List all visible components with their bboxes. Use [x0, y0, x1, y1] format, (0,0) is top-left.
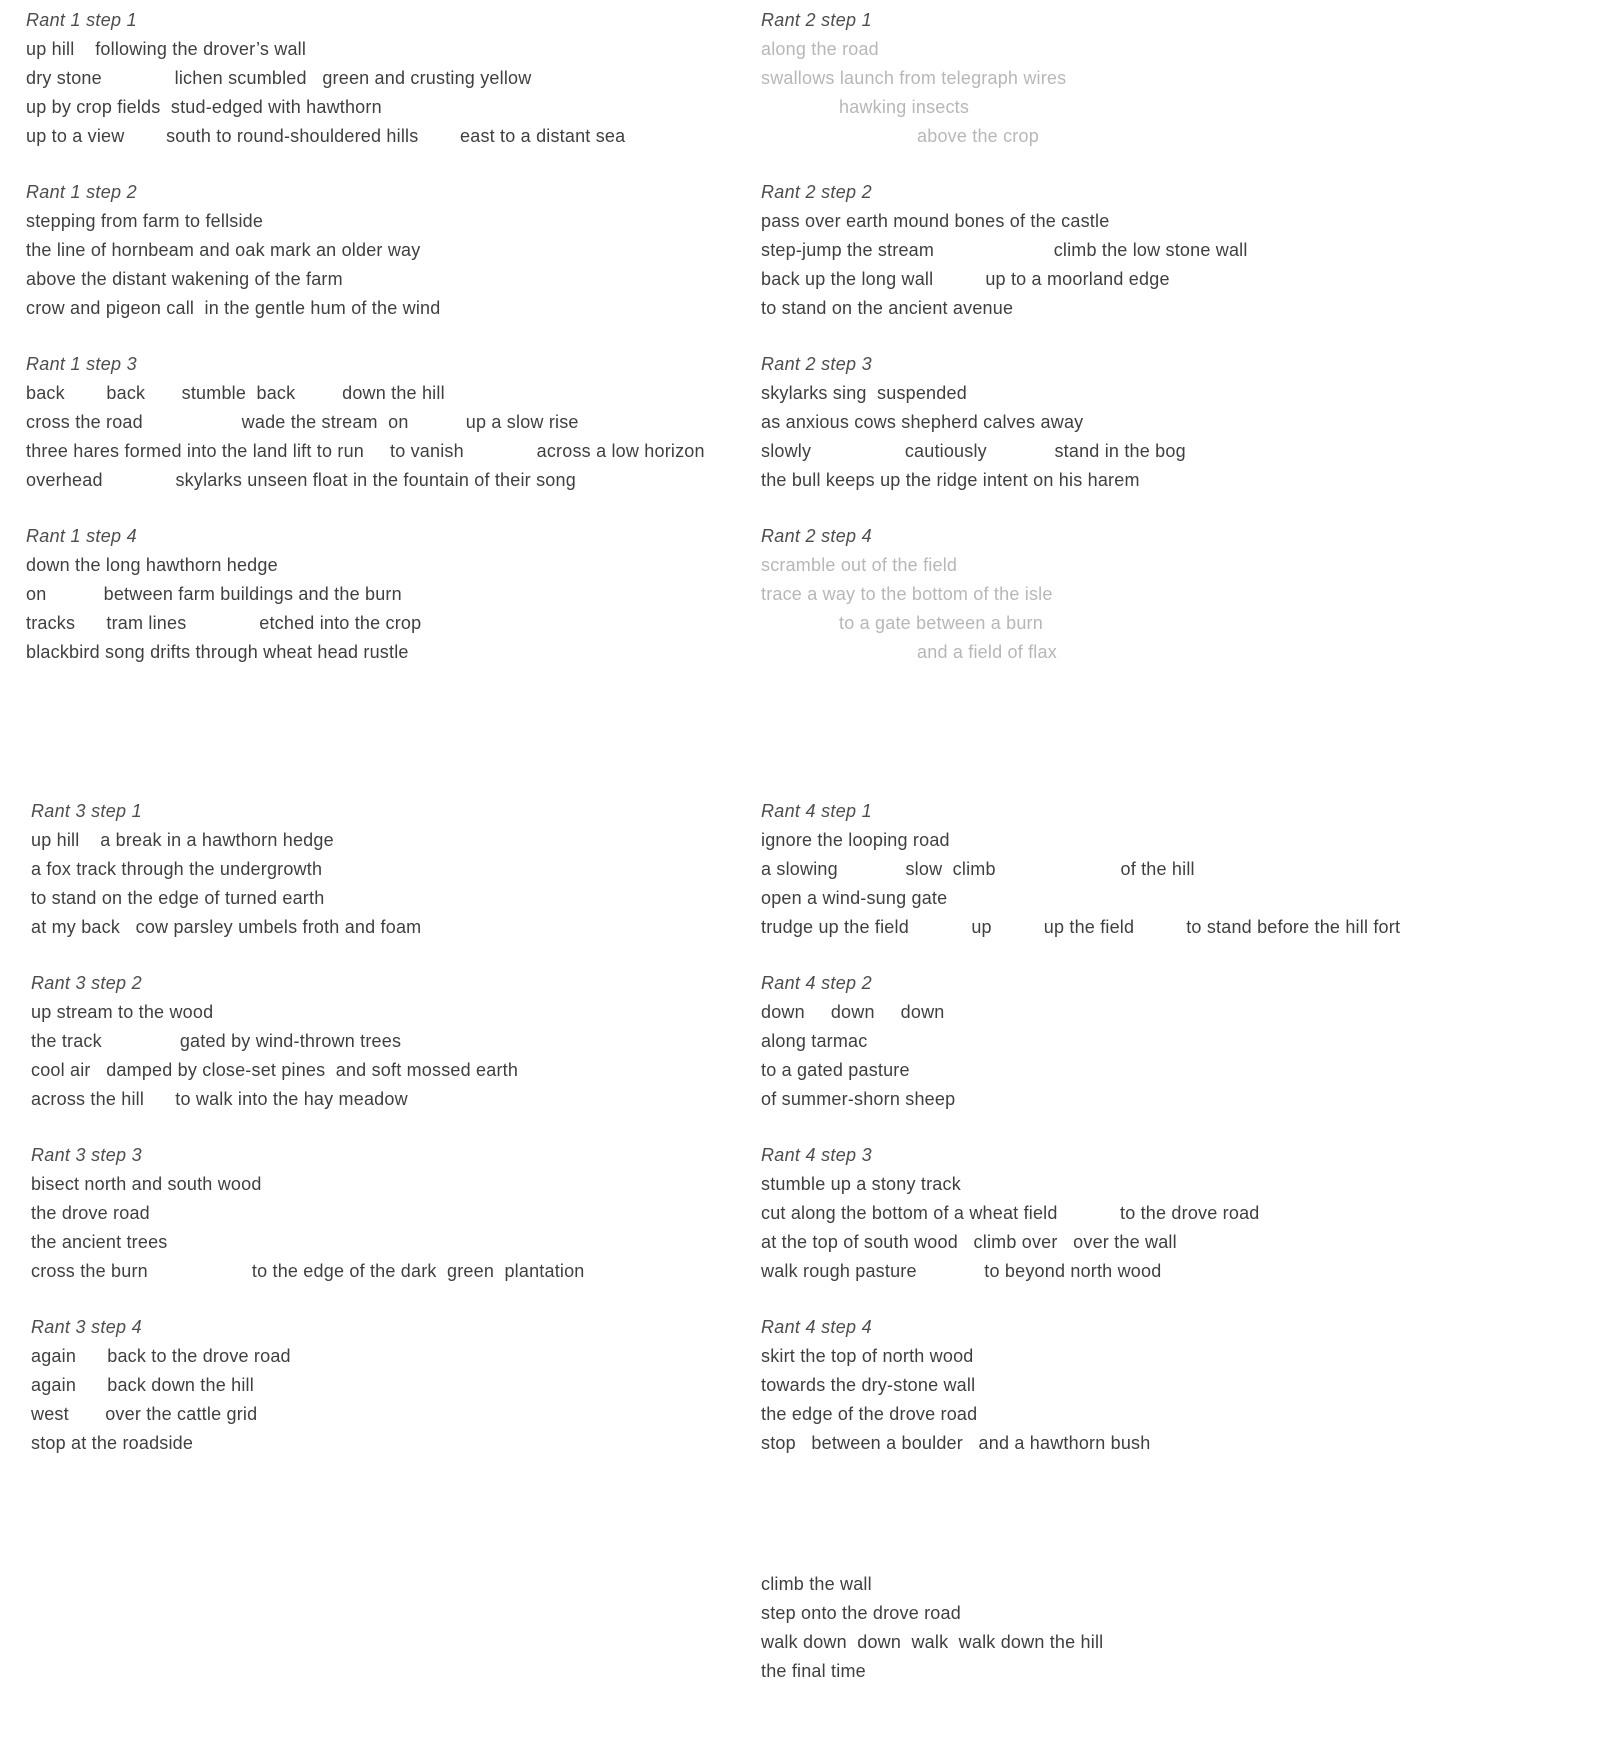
poem-line: at the top of south wood climb over over the wall: [761, 1232, 1177, 1252]
poem-line: west over the cattle grid: [31, 1404, 258, 1424]
stanza-title: Rant 2 step 3: [761, 354, 872, 374]
poem-line: the ancient trees: [31, 1232, 168, 1252]
poem-line: dry stone lichen scumbled green and crusting yellow: [26, 68, 532, 88]
coda-block: [761, 1570, 1103, 1713]
poem-line: walk rough pasture to beyond north wood: [761, 1261, 1162, 1281]
poem-line: hawking insects: [761, 97, 970, 117]
poem-line: cool air damped by close-set pines and soft mossed earth: [31, 1060, 519, 1080]
poem-line: as anxious cows shepherd calves away: [761, 412, 1084, 432]
stanza-title: Rant 3 step 2: [31, 973, 142, 993]
poem-line: cross the road wade the stream on up a slow rise: [26, 412, 579, 432]
rant-4-block: [761, 797, 1400, 1485]
poem-line: up hill a break in a hawthorn hedge: [31, 830, 334, 850]
poem-line: tracks tram lines etched into the crop: [26, 613, 422, 633]
poem-line: back back stumble back down the hill: [26, 383, 445, 403]
poem-line: bisect north and south wood: [31, 1174, 262, 1194]
poem-line: above the distant wakening of the farm: [26, 269, 343, 289]
poem-line: up hill following the drover’s wall: [26, 39, 307, 59]
poem-line: slowly cautiously stand in the bog: [761, 441, 1186, 461]
poem-line: the final time: [761, 1661, 866, 1681]
poem-line: down the long hawthorn hedge: [26, 555, 278, 575]
poem-line: up to a view south to round-shouldered hills east to a distant sea: [26, 126, 626, 146]
stanza-title: Rant 4 step 4: [761, 1317, 872, 1337]
poem-line: at my back cow parsley umbels froth and foam: [31, 917, 422, 937]
poem-line: stepping from farm to fellside: [26, 211, 264, 231]
poem-line: again back down the hill: [31, 1375, 254, 1395]
stanza: [761, 969, 1400, 1114]
poem-line: across the hill to walk into the hay meadow: [31, 1089, 408, 1109]
poem-line: the track gated by wind-thrown trees: [31, 1031, 402, 1051]
stanza: [31, 797, 585, 942]
stanza: [761, 797, 1400, 942]
poem-line: step onto the drove road: [761, 1603, 961, 1623]
poem-line: up by crop fields stud-edged with hawthorn: [26, 97, 382, 117]
stanza-title: Rant 1 step 1: [26, 10, 137, 30]
stanza-title: Rant 4 step 2: [761, 973, 872, 993]
stanza: [31, 969, 585, 1114]
poem-line: along tarmac: [761, 1031, 868, 1051]
stanza: [31, 1313, 585, 1458]
stanza: [761, 522, 1248, 667]
stanza: [761, 1313, 1400, 1458]
poem-line: trace a way to the bottom of the isle: [761, 584, 1053, 604]
poem-line: scramble out of the field: [761, 555, 958, 575]
poem-line: step-jump the stream climb the low stone wall: [761, 240, 1248, 260]
poem-line: skirt the top of north wood: [761, 1346, 974, 1366]
stanza-title: Rant 2 step 2: [761, 182, 872, 202]
poem-line: on between farm buildings and the burn: [26, 584, 402, 604]
poem-line: to stand on the edge of turned earth: [31, 888, 325, 908]
stanza-title: Rant 3 step 4: [31, 1317, 142, 1337]
poem-line: a slowing slow climb of the hill: [761, 859, 1195, 879]
stanza-title: Rant 2 step 1: [761, 10, 872, 30]
poem-line: again back to the drove road: [31, 1346, 291, 1366]
poem-line: crow and pigeon call in the gentle hum of the wind: [26, 298, 441, 318]
poem-line: ignore the looping road: [761, 830, 950, 850]
poem-line: cut along the bottom of a wheat field to the drove road: [761, 1203, 1260, 1223]
stanza: [26, 6, 705, 151]
stanza: [26, 522, 705, 667]
poem-line: back up the long wall up to a moorland edge: [761, 269, 1170, 289]
rant-3-block: [31, 797, 585, 1485]
rant-1-block: [26, 6, 705, 694]
stanza-title: Rant 4 step 3: [761, 1145, 872, 1165]
poem-line: the bull keeps up the ridge intent on his harem: [761, 470, 1140, 490]
stanza-title: Rant 4 step 1: [761, 801, 872, 821]
poem-line: up stream to the wood: [31, 1002, 214, 1022]
poem-line: overhead skylarks unseen float in the fountain of their song: [26, 470, 576, 490]
stanza: [761, 1570, 1103, 1686]
poem-line: above the crop: [761, 126, 1039, 146]
poem-line: walk down down walk walk down the hill: [761, 1632, 1104, 1652]
stanza: [31, 1141, 585, 1286]
poem-line: skylarks sing suspended: [761, 383, 967, 403]
poem-line: swallows launch from telegraph wires: [761, 68, 1067, 88]
poem-line: stop at the roadside: [31, 1433, 194, 1453]
stanza: [761, 350, 1248, 495]
poem-line: stumble up a stony track: [761, 1174, 961, 1194]
poem-line: trudge up the field up up the field to stand before the hill fort: [761, 917, 1401, 937]
poem-line: and a field of flax: [761, 642, 1057, 662]
poem-line: to stand on the ancient avenue: [761, 298, 1014, 318]
stanza: [761, 1141, 1400, 1286]
stanza-title: Rant 1 step 2: [26, 182, 137, 202]
stanza-title: Rant 2 step 4: [761, 526, 872, 546]
stanza: [761, 6, 1248, 151]
poem-line: the edge of the drove road: [761, 1404, 978, 1424]
poem-line: the drove road: [31, 1203, 150, 1223]
poem-line: to a gated pasture: [761, 1060, 910, 1080]
poem-line: pass over earth mound bones of the castle: [761, 211, 1110, 231]
stanza: [26, 350, 705, 495]
stanza: [761, 178, 1248, 323]
poem-line: towards the dry-stone wall: [761, 1375, 976, 1395]
stanza-title: Rant 3 step 3: [31, 1145, 142, 1165]
poem-line: a fox track through the undergrowth: [31, 859, 323, 879]
poem-line: to a gate between a burn: [761, 613, 1043, 633]
stanza: [26, 178, 705, 323]
poem-line: along the road: [761, 39, 879, 59]
poem-line: stop between a boulder and a hawthorn bush: [761, 1433, 1151, 1453]
poem-line: open a wind-sung gate: [761, 888, 948, 908]
poem-line: the line of hornbeam and oak mark an older way: [26, 240, 421, 260]
poem-line: climb the wall: [761, 1574, 872, 1594]
stanza-title: Rant 1 step 3: [26, 354, 137, 374]
poem-line: down down down: [761, 1002, 945, 1022]
stanza-title: Rant 1 step 4: [26, 526, 137, 546]
poem-line: three hares formed into the land lift to run to vanish across a low horizon: [26, 441, 705, 461]
poem-line: cross the burn to the edge of the dark green plantation: [31, 1261, 585, 1281]
poem-line: of summer-shorn sheep: [761, 1089, 956, 1109]
stanza-title: Rant 3 step 1: [31, 801, 142, 821]
poem-line: blackbird song drifts through wheat head rustle: [26, 642, 409, 662]
rant-2-block: [761, 6, 1248, 694]
